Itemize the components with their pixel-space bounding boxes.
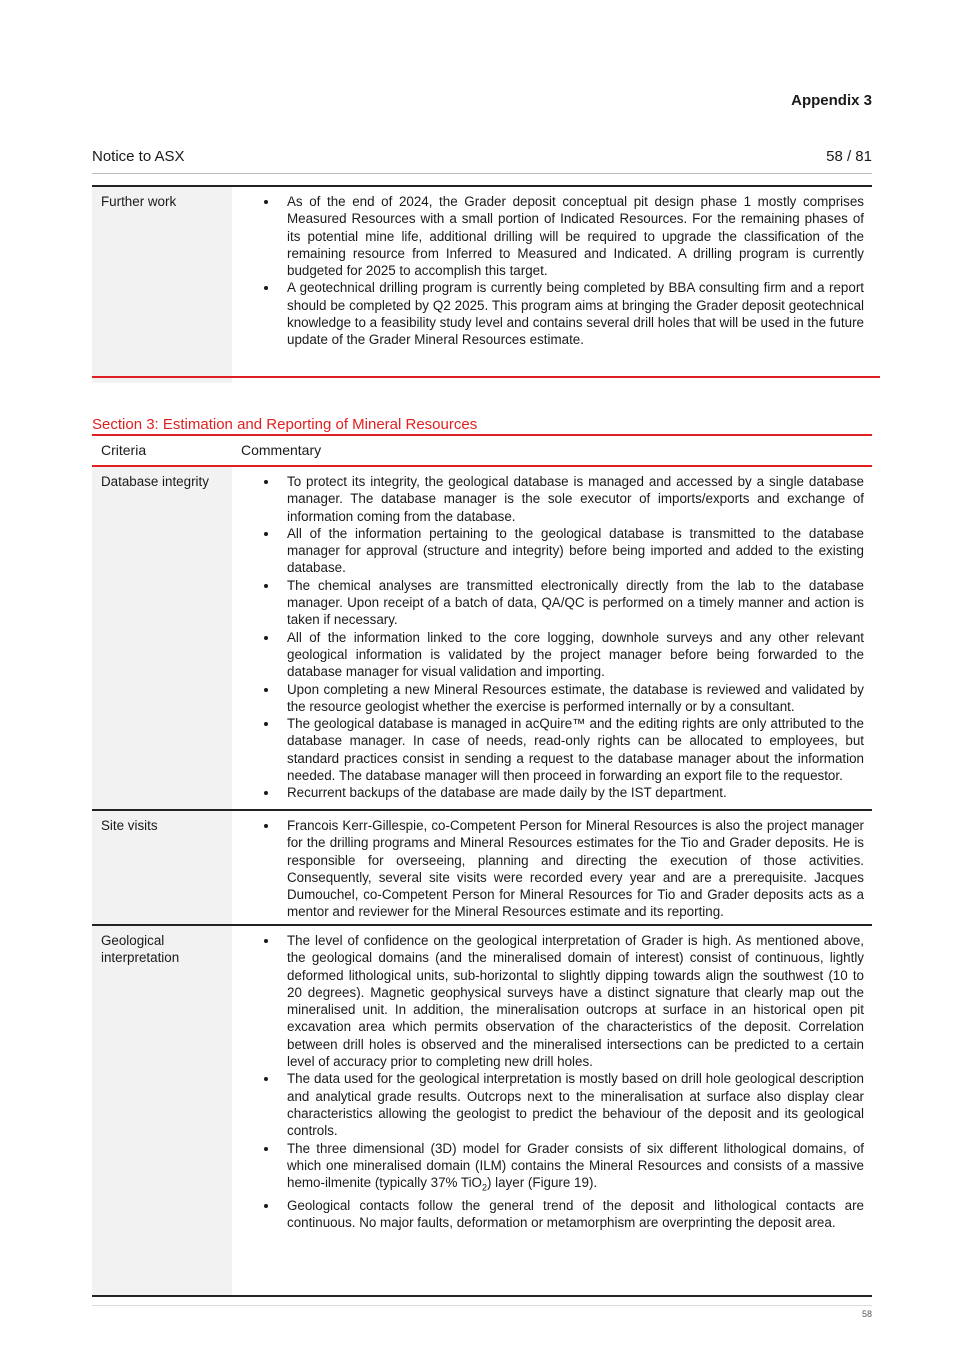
- table-row: [92, 810, 872, 925]
- list-item: [279, 1140, 864, 1198]
- criteria-cell: Geological interpretation: [92, 925, 232, 1296]
- commentary-cell: [232, 810, 872, 925]
- bullet-list: [242, 473, 864, 802]
- list-item: • A geotechnical drilling program is currently being completed by BBA consulting firm and a report should be completed by Q2 2025. This program aims at bringing the Grader deposit geotechnical knowledge to a feasibility study level and contains several drill holes that will be used in the future update of the Grader Mineral Resources estimate.: [279, 279, 864, 348]
- list-item: • The chemical analyses are transmitted electronically directly from the lab to the database manager. Upon receipt of a batch of data, QA/QC is performed on a timely manner and action is taken if necessary.: [279, 577, 864, 629]
- further-work-table: [92, 185, 872, 383]
- criteria-cell: Further work: [92, 186, 232, 383]
- list-item: • Francois Kerr-Gillespie, co-Competent Person for Mineral Resources is also the project manager for the drilling programs and Mineral Resources estimates for the Tio and Grader deposits. He is responsible for overseeing, planning and directing the execution of those activities. Consequently, several site visits were recorded every year and are a prerequisite. Jacques Dumouchel, co-Competent Person for Mineral Resources for Tio and Grader deposits acts as a mentor and reviewer for the Mineral Resources estimate and its reporting.: [279, 817, 864, 921]
- list-item: • To protect its integrity, the geological database is managed and accessed by a single database manager. The database manager is the sole executor of imports/exports and exchange of information coming from the database.: [279, 473, 864, 525]
- table-row: [92, 466, 872, 810]
- footer-divider: [92, 1305, 872, 1306]
- commentary-cell: [232, 925, 872, 1296]
- subscript: 2: [481, 1182, 487, 1193]
- bullet-list: [242, 817, 864, 921]
- criteria-cell: Database integrity: [92, 466, 232, 810]
- column-header-criteria: Criteria: [92, 436, 232, 466]
- list-item: • The level of confidence on the geological interpretation of Grader is high. As mentioned above, the geological domains (and the mineralised domain of interest) consist of continuous, lightly deformed lithological units, sub-horizontal to slightly dipping towards align the southwest (10 to 20 degrees). Magnetic geophysical surveys have a distinct signature that clearly map out the mineralised unit. In addition, the mineralisation outcrops at surface in an historical open pit excavation area which permits observation of the characteristics of the deposit. Correlation between drill holes is observed and the mineralised intersections can be predicted to a certain level of accuracy prior to completing new drill holes.: [279, 932, 864, 1070]
- section3-table: [92, 436, 872, 1297]
- column-header-commentary: Commentary: [232, 436, 872, 466]
- page-count: 58 / 81: [826, 148, 872, 165]
- footer-page-number: 58: [861, 1309, 872, 1319]
- appendix-label: Appendix 3: [791, 92, 872, 109]
- criteria-cell: Site visits: [92, 810, 232, 925]
- bullet-list: [242, 932, 864, 1232]
- list-item: • Geological contacts follow the general trend of the deposit and lithological contacts are continuous. No major faults, deformation or metamorphism are overprinting the deposit area.: [279, 1197, 864, 1232]
- list-item: • All of the information pertaining to the geological database is transmitted to the database manager for approval (structure and integrity) before being imported and added to the existing database.: [279, 525, 864, 577]
- list-item: • All of the information linked to the core logging, downhole surveys and any other relevant geological information is validated by the project manager before being forwarded to the database manager for visual validation and importing.: [279, 629, 864, 681]
- list-item: • Recurrent backups of the database are made daily by the IST department.: [279, 784, 864, 801]
- commentary-cell: [232, 186, 872, 383]
- table-row: [92, 925, 872, 1296]
- list-item-text: The three dimensional (3D) model for Grader consists of six different lithological domains, of which one mineralised domain (ILM) contains the Mineral Resources and consists of a massive hemo-ilmenite (typically 37% TiO: [287, 1140, 864, 1191]
- table-header-row: [92, 436, 872, 466]
- list-item: • The geological database is managed in acQuire™ and the editing rights are only attributed to the database manager. In case of needs, read-only rights can be allocated to employees, but standard practices consist in sending a request to the database manager about the information needed. The database manager will then proceed in forwarding an export file to the requestor.: [279, 715, 864, 784]
- list-item: • Upon completing a new Mineral Resources estimate, the database is reviewed and validated by the resource geologist whether the exercise is performed internally or by a consultant.: [279, 681, 864, 716]
- list-item: • The data used for the geological interpretation is mostly based on drill hole geological description and analytical grade results. Outcrops next to the mineralisation at surface also display clear characteristics allowing the geologist to predict the behaviour of the deposit and its geological controls.: [279, 1070, 864, 1139]
- table-row: [92, 186, 872, 383]
- table-bottom-rule: [92, 376, 880, 378]
- notice-label: Notice to ASX: [92, 148, 185, 165]
- header-divider: [92, 173, 872, 174]
- bullet-list: [242, 193, 864, 349]
- section-title: Section 3: Estimation and Reporting of Mineral Resources: [92, 416, 478, 433]
- commentary-cell: [232, 466, 872, 810]
- list-item-text: ) layer (Figure 19).: [487, 1175, 598, 1191]
- list-item: • As of the end of 2024, the Grader deposit conceptual pit design phase 1 mostly comprises Measured Resources with a small portion of Indicated Resources. For the remaining phases of its potential mine life, additional drilling will be required to upgrade the classification of the remaining resource from Inferred to Measured and Indicated. A drilling program is currently budgeted for 2025 to accomplish this target.: [279, 193, 864, 279]
